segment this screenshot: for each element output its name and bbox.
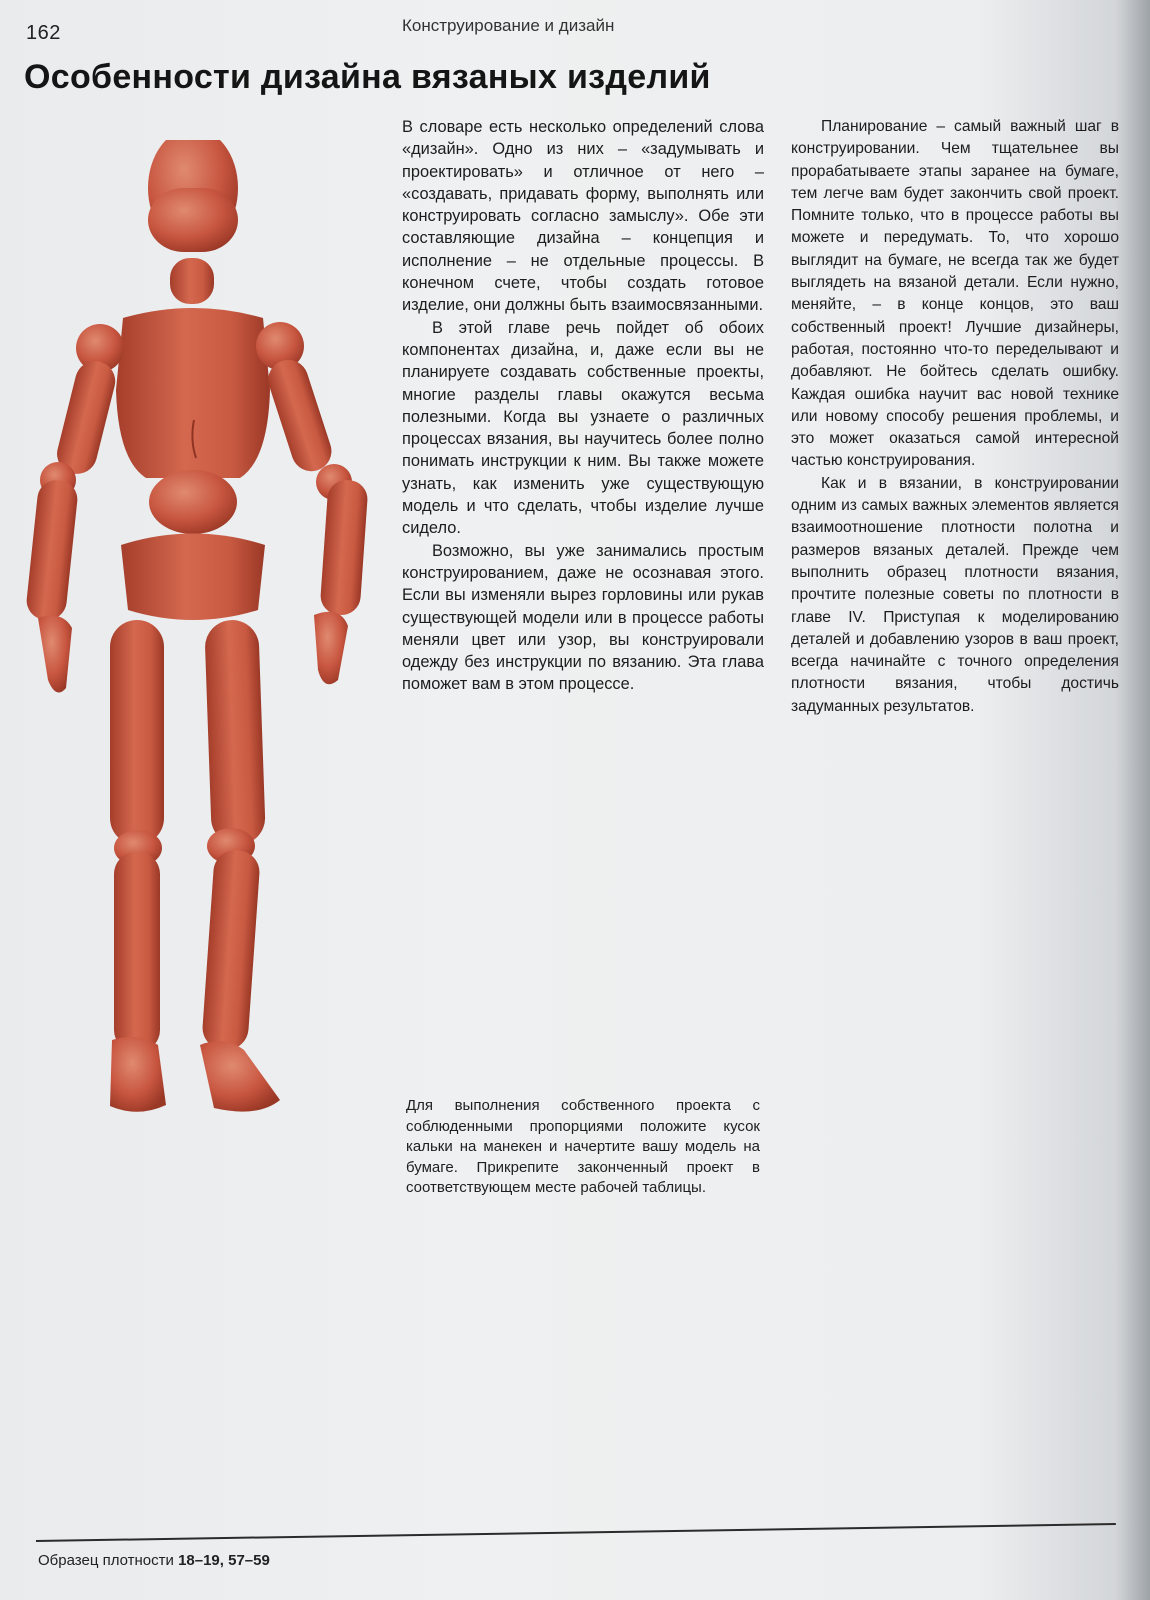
running-header: Конструирование и дизайн xyxy=(402,16,615,35)
wooden-mannequin-illustration xyxy=(18,140,398,1140)
mannequin-pelvis xyxy=(121,534,265,621)
paragraph: В словаре есть несколько определений слова «дизайн». Одно из них – «задумывать и проектировать» и отличное от него – «создавать, придавать форму, выполнять или конструировать согласно замыслу». Обе эти составляющие дизайна – концепция и исполнение – не отдельные процессы. В конечном счете, чтобы создать готовое изделие, они должны быть взаимосвязанными. xyxy=(402,118,764,315)
page-title: Особенности дизайна вязаных изделий xyxy=(24,58,711,96)
paragraph: В этой главе речь пойдет об обоих компонентах дизайна, и, даже если вы не планируете создавать собственные проекты, многие разделы главы окажутся весьма полезными. Когда вы узнаете о различных процессах вязания, вы научитесь более полно понимать инструкции к ним. Вы также можете узнать, как изменить уже существующую модель и что сделать, чтобы изделие лучше сидело. xyxy=(402,318,764,538)
mannequin-left-foot xyxy=(110,1037,166,1112)
page-number: 162 xyxy=(26,22,61,44)
footer-rule xyxy=(36,1523,1116,1542)
mannequin-chest xyxy=(116,308,270,478)
text-column-left xyxy=(402,116,764,696)
footer-pages: 18–19, 57–59 xyxy=(178,1552,270,1569)
mannequin-neck xyxy=(170,258,214,304)
figure-caption: Для выполнения собственного проекта с соблюденными пропорциями положите кусок кальки на манекен и начертите вашу модель на бумаге. Прикрепите законченный проект в соответствующем месте рабочей таблицы. xyxy=(406,1097,760,1197)
paragraph: Как и в вязании, в конструировании одним из самых важных элементов является взаимоотношение плотности полотна и размеров вязаных деталей. Прежде чем выполнить образец плотности вязания, прочтите полезные советы по плотности в главе IV. Приступая к моделированию деталей и добавлению узоров в ваш проект, всегда начинайте с точного определения плотности вязания, чтобы достичь задуманных результатов. xyxy=(791,474,1119,715)
footer-label: Образец плотности xyxy=(38,1552,179,1569)
mannequin-right-foot xyxy=(200,1041,280,1112)
footer-reference xyxy=(38,1552,270,1569)
paragraph: Планирование – самый важный шаг в конструировании. Чем тщательнее вы прорабатываете этапы заранее на бумаге, тем легче вам будет закончить свой проект. Помните только, что в процессе работы вы можете и передумать. То, что хорошо выглядит на бумаге, не всегда так же будет выглядеть на вязаной детали. Если нужно, меняйте, – в конце концов, это ваш собственный проект! Лучшие дизайнеры, работая, постоянно что-то переделывают и добавляют. Не бойтесь сделать ошибку. Каждая ошибка научит вас новой технике или новому способу решения проблемы, и это может оказаться самой интересной частью конструирования. xyxy=(791,118,1119,470)
paragraph: Возможно, вы уже занимались простым конструированием, даже не осознавая этого. Если вы изменяли вырез горловины или рукав существующей модели или в процессе работы меняли цвет или узор, вы конструировали одежду без инструкции по вязанию. Эта глава поможет вам в этом процессе. xyxy=(402,541,764,694)
text-column-right xyxy=(791,116,1119,718)
